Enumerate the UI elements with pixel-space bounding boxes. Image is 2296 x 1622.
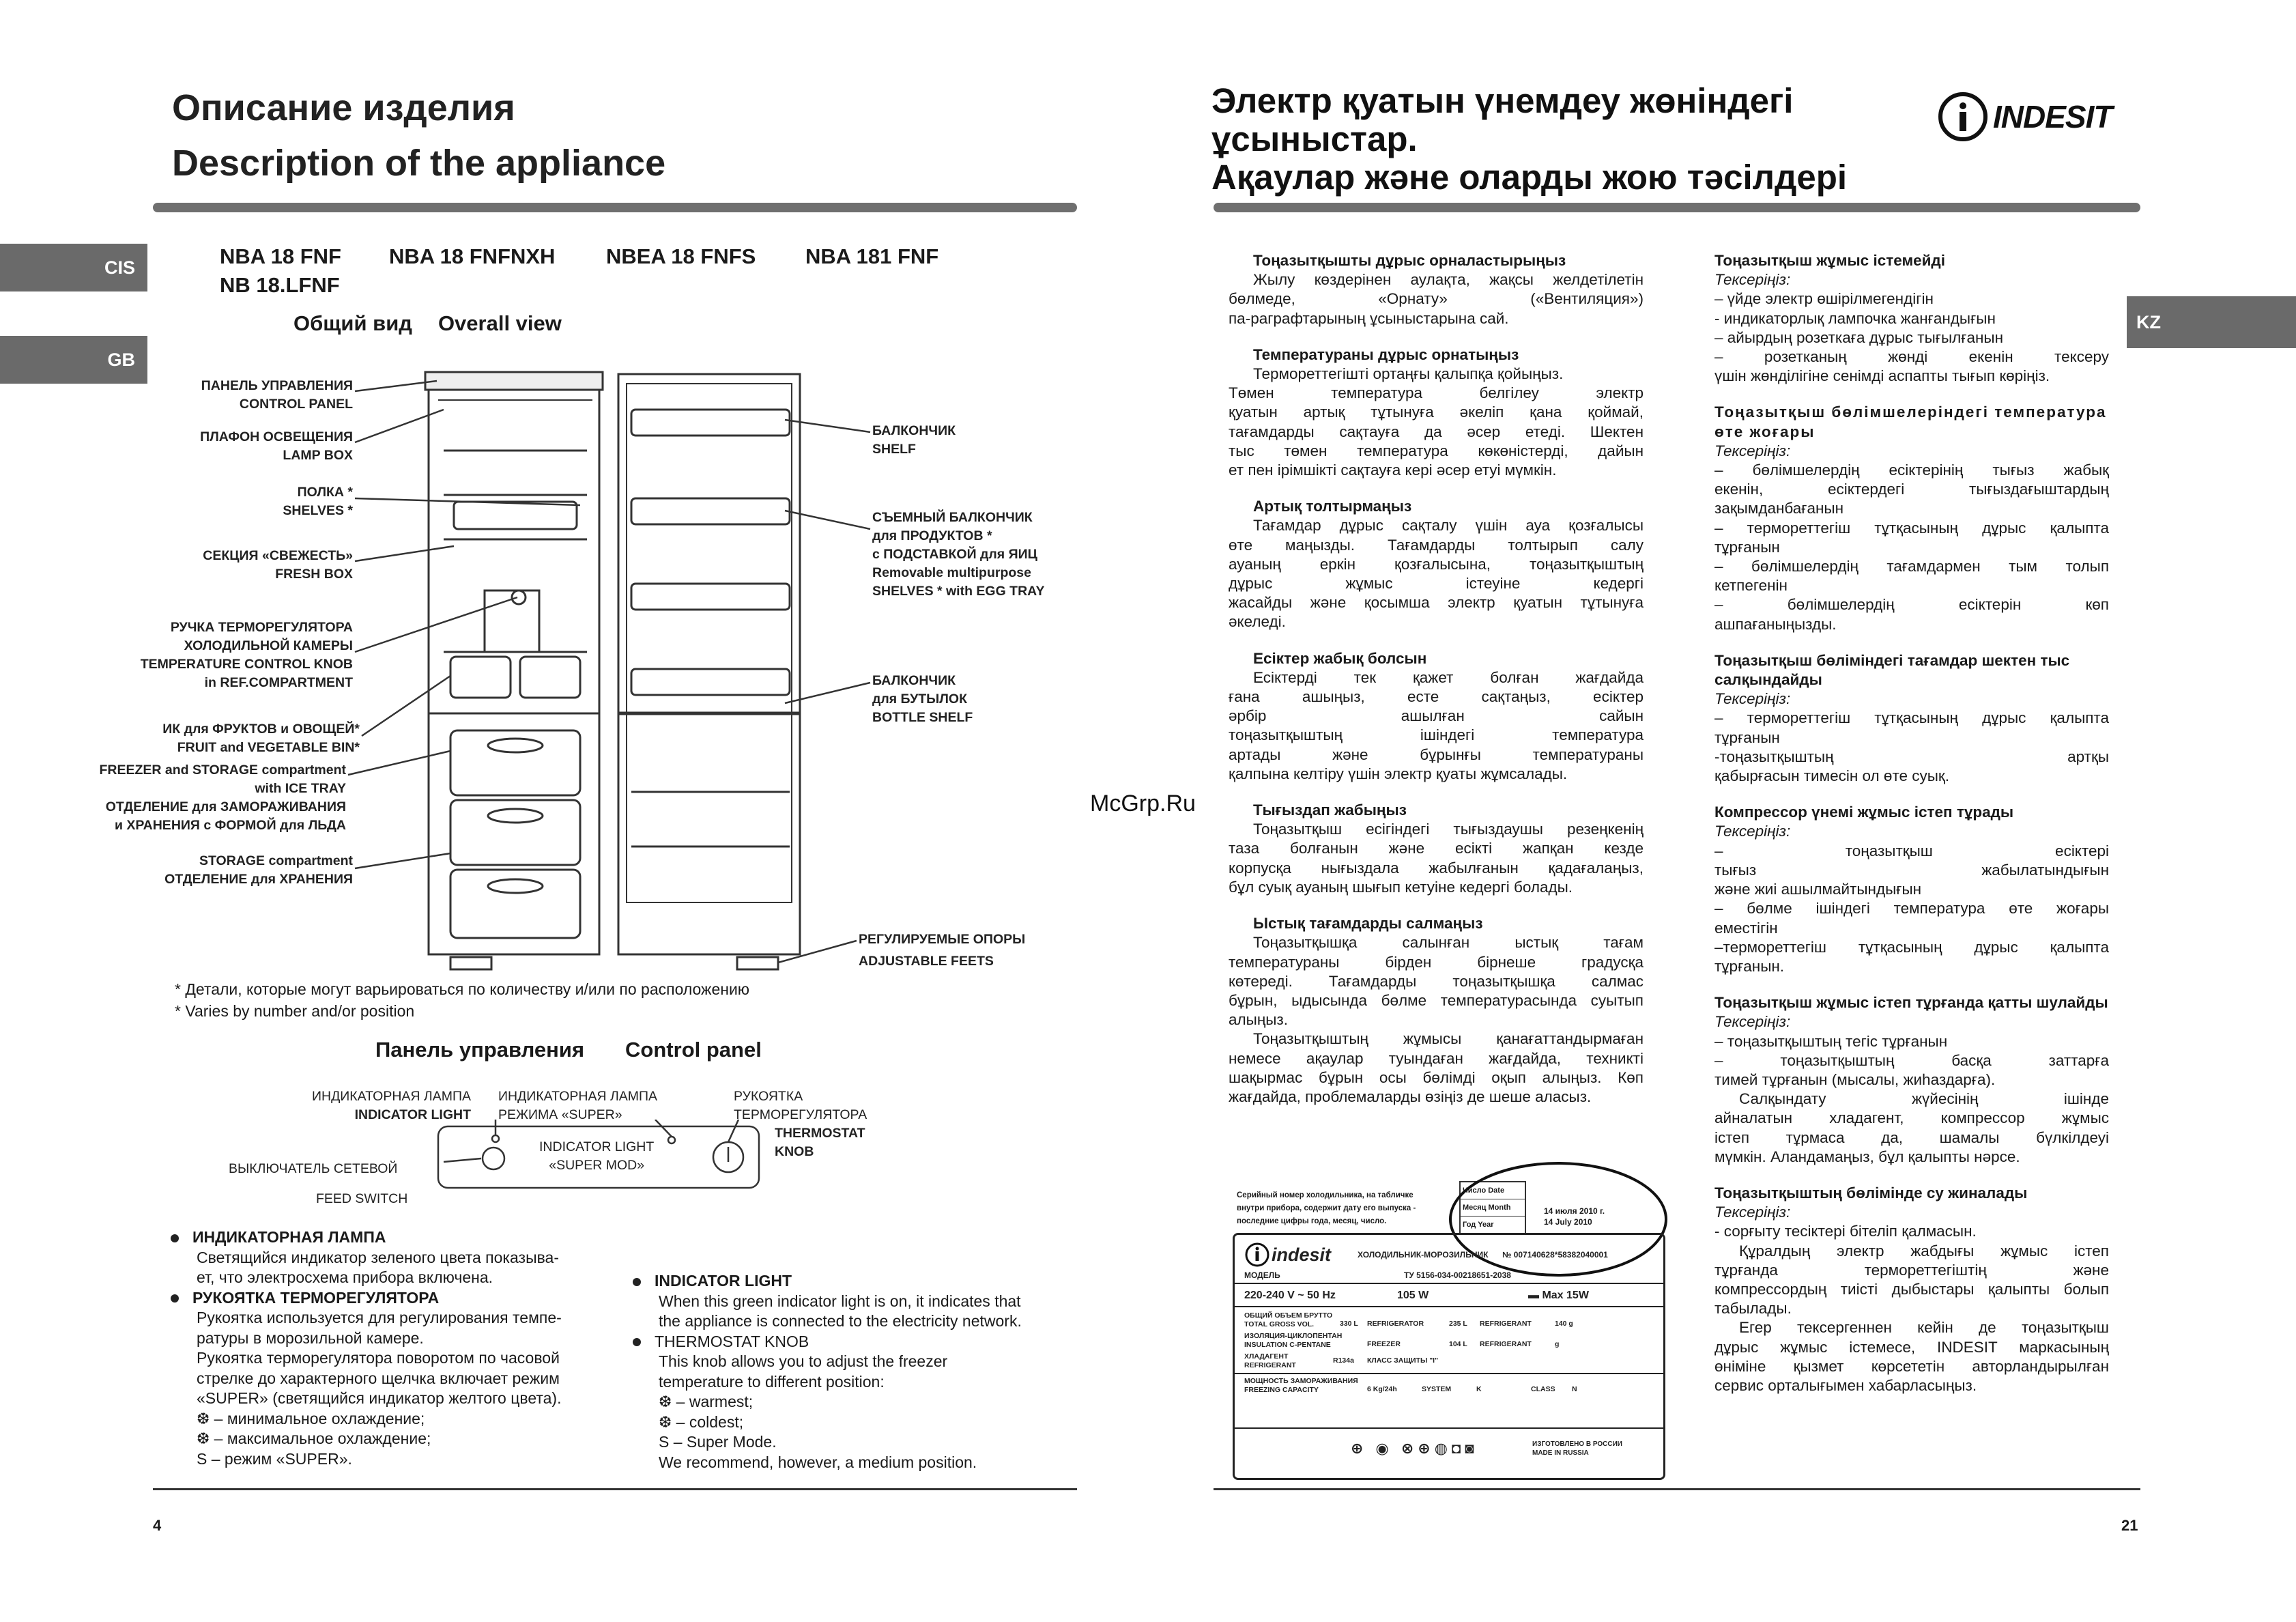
label-freezer-compartment: FREEZER and STORAGE compartment with ICE TRAY ОТДЕЛЕНИЕ для ЗАМОРАЖИВАНИЯ и ХРАНЕНИЯ с ФОРМОЙ для ЛЬДА bbox=[99, 763, 346, 833]
leader-lines bbox=[0, 0, 956, 969]
watermark: McGrp.Ru bbox=[1090, 791, 1196, 816]
rating-plate: indesit ХОЛОДИЛЬНИК-МОРОЗИЛЬНИК № 007140628*58382040001 МОДЕЛЬ ТУ 5156-034-00218651-2038 220-240 V ~ 50 Hz 105 W ▬ Max 15W ОБЩИЙ ОБЪЕМ БРУТТО TOTAL GROSS VOL. 330 L REFRIGERATOR 235 L REFRIGERANT 140 g ИЗОЛЯЦИЯ-ЦИКЛОПЕНТАН INSULATION C-PENTANE FREEZER 104 L REFRIGERANT g ХЛАДАГЕНТ REFRIGERANT R134a КЛАСС ЗАЩИТЫ "I" МОЩНОСТЬ ЗАМОРАЖИВАНИЯ FREEZING CAPACITY 6 Kg/24h SYSTEM K CLASS N ⊕ ◉ ⊗⊕◍◘◙ ИЗГОТОВЛЕНО В РОССИИ MADE IN RUSSIA bbox=[1233, 1233, 1665, 1480]
label-lamp-box: ПЛАФОН ОСВЕЩЕНИЯ LAMP BOX bbox=[200, 429, 353, 463]
plate-note: Серийный номер холодильника, на табличке внутри прибора, содержит дату его выпуска - последние цифры года, месяц, число. bbox=[1237, 1191, 1416, 1225]
page-title-ru: Описание изделия bbox=[172, 87, 515, 128]
footnote-ru: * Детали, которые могут варьироваться по количеству и/или по расположению bbox=[175, 980, 750, 998]
label-storage-compartment: STORAGE compartment ОТДЕЛЕНИЕ для ХРАНЕНИЯ bbox=[164, 853, 353, 887]
page-number-right: 21 bbox=[2121, 1517, 2138, 1534]
model-1: NBA 18 FNF bbox=[220, 244, 341, 268]
plate-date-box: Число Date Месяц Month Год Year bbox=[1459, 1181, 1526, 1234]
control-panel-heading: Панель управления Control panel bbox=[375, 1038, 762, 1062]
footer-rule-right bbox=[1214, 1488, 2140, 1490]
en-description: INDICATOR LIGHT When this green indicator light is on, it indicates that the appliance is connected to the electricity network. THERMOSTAT KNOB This knob allows you to adjust the freezer temperature to different position: ❆ – warmest; ❆ – coldest; S – Super Mode. We recommend, however, a medium position. bbox=[659, 1271, 1075, 1472]
label-egg-tray-shelf: СЪЕМНЫЙ БАЛКОНЧИК для ПРОДУКТОВ * с ПОДСТАВКОЙ для ЯИЦ Removable multipurpose SHELVES * with EGG TRAY bbox=[872, 510, 1045, 599]
indesit-logo-icon bbox=[1937, 91, 1989, 143]
ru-description: ИНДИКАТОРНАЯ ЛАМПА Светящийся индикатор зеленого цвета показыва- ет, что электросхема прибора включена. РУКОЯТКА ТЕРМОРЕГУЛЯТОРА Рукоятка используется для регулирования темпе- ратуры в морозильной камере. Рукоятка терморегулятора поворотом по часовой стрелке до характерного щелчка включает режим «SUPER» (светящийся индикатор желтого цвета). ❆ – минимальное охлаждение; ❆ – максимальное охлаждение; S – режим «SUPER». bbox=[197, 1227, 620, 1469]
tab-gb[interactable]: GB bbox=[0, 336, 147, 384]
footer-rule-left bbox=[153, 1488, 1077, 1490]
label-control-panel: ПАНЕЛЬ УПРАВЛЕНИЯ CONTROL PANEL bbox=[201, 378, 353, 412]
label-adjustable-feet: РЕГУЛИРУЕМЫЕ ОПОРЫ ADJUSTABLE FEETS bbox=[859, 932, 1026, 969]
overview-heading: Общий вид Overall view bbox=[293, 311, 562, 335]
tab-cis[interactable]: CIS bbox=[0, 244, 147, 291]
footnote-en: * Varies by number and/or position bbox=[175, 1002, 415, 1020]
label-vegetable-bin: ИК для ФРУКТОВ и ОВОЩЕЙ* FRUIT and VEGETABLE BIN* bbox=[162, 722, 360, 755]
certification-marks: ⊕ ◉ ⊗⊕◍◘◙ bbox=[1351, 1440, 1478, 1457]
kz-column-2: Тоңазытқыш жұмыс істемейді Тексеріңіз: – үйде электр өшірілмегендігін - индикаторлық лампочка жанғандығын – айырдың розеткаға дұрыс тығылғанын – розетканың жөнді екенін тексеру үшін жөнділігіне сенімді аспапты тығып көріңіз. Тоңазытқыш бөлімшелеріндегі температура өте жоғары Тексеріңіз: – бөлімшелердің есіктерінің тығыз жабық екенін, есіктердегі тығыздағыштардың зақымданбағанын – термореттегіш тұтқасының дұрыс қалыпта тұрғанын – бөлімшелердің тағамдармен тым толып кетпегенін – бөлімшелердің есіктерін көп ашпағаныңызды. Тоңазытқыш бөліміндегі тағамдар шектен тыс салқындайды Тексеріңіз: – термореттегіш тұтқасының дұрыс қалыпта тұрғанын -тоңазытқыштың артқы қабырғасын тимесін ол өте суық. Компрессор үнемі жұмыс істеп тұрады Тексеріңіз: – тоңазытқыш есіктері тығыз жабылатындығын және жиі ашылмайтындығын – бөлме ішіндегі температура өте жоғары еместігін –термореттегіш тұтқасының дұрыс қалыпта тұрғанын. Тоңазытқыш жұмыс істеп тұрғанда қатты шулайды Тексеріңіз: – тоңазытқыштың тегіс тұрғанын – тоңазытқыштың басқа заттарға тимей тұрғанын (мысалы, жиһаздарға). Салқындату жүйесінің ішінде айналатын хладагент, компрессор жұмыс істеп тұрмаса да, шамалы бүлкілдеуі мүмкін. Аландамаңыз, бұл қалыпты нәрсе. Тоңазытқыштың бөлімінде су жиналады Тексеріңіз: - сорғыту тесіктері бітеліп қалмасын. Құралдың электр жабдығы жұмыс істеп тұрғанда термореттегіштің және компрессордың тиісті дыбыстары қалыпты болып табылады. Егер тексергеннен кейін де тоңазытқыш дұрыс жұмыс істемесе, INDESIT маркасының өніміне қызмет көрсететін авторландырылған сервис орталығымен хабарласыңыз. bbox=[1714, 252, 2109, 1394]
cp-switch-label: ВЫКЛЮЧАТЕЛЬ СЕТЕВОЙ FEED SWITCH bbox=[229, 1161, 408, 1206]
title-divider-right bbox=[1214, 203, 2140, 212]
plate-specs: ОБЩИЙ ОБЪЕМ БРУТТО TOTAL GROSS VOL. 330 L REFRIGERATOR 235 L REFRIGERANT 140 g ИЗОЛЯЦИЯ-ЦИКЛОПЕНТАН INSULATION C-PENTANE FREEZER 104 L REFRIGERANT g ХЛАДАГЕНТ REFRIGERANT R134a КЛАСС ЗАЩИТЫ "I" МОЩНОСТЬ ЗАМОРАЖИВАНИЯ FREEZING CAPACITY 6 Kg/24h SYSTEM K CLASS N bbox=[1244, 1311, 1654, 1394]
label-bottle-shelf: БАЛКОНЧИК для БУТЫЛОК BOTTLE SHELF bbox=[872, 673, 973, 725]
cp-indicator-label: ИНДИКАТОРНАЯ ЛАМПА INDICATOR LIGHT bbox=[311, 1089, 471, 1122]
indesit-logo: INDESIT bbox=[1937, 91, 2112, 143]
label-shelf: БАЛКОНЧИК SHELF bbox=[872, 423, 956, 457]
page-title-en: Description of the appliance bbox=[172, 143, 666, 184]
model-3: NBEA 18 FNFS bbox=[606, 244, 756, 268]
plate-logo-icon bbox=[1244, 1242, 1270, 1268]
model-2: NBA 18 FNFNXH bbox=[389, 244, 556, 268]
label-fresh-box: СЕКЦИЯ «СВЕЖЕСТЬ» FRESH BOX bbox=[203, 548, 353, 582]
plate-date-value: 14 июля 2010 г. 14 July 2010 bbox=[1544, 1206, 1605, 1227]
kz-title: Электр қуатын үнемдеу жөніндегі ұсыныстар. Ақаулар және оларды жою тәсілдері bbox=[1211, 81, 1848, 197]
kz-column-1: Тоңазытқышты дұрыс орналастырыңыз Жылу көздерінен аулақта, жақсы желдетілетін бөлмеде, «Орнату» («Вентиляция») па-раграфтарының ұсыныстарына сай. Температураны дұрыс орнатыңыз Термореттегішті ортаңғы қалыпқа қойыңыз. Төмен температура белгілеу электр қуатын артық тұтынуға әкеліп қана қоймай, тағамдарды сақтауға да әсер етеді. Шектен тыс төмен температура көкөністерді, дайын ет пен ірімшікті сақтауға кері әсер етуі мүмкін. Артық толтырмаңыз Тағамдар дұрыс сақталу үшін ауа қозғалысы өте маңызды. Тағамдарды толтырып салу ауаның еркін қозғалысына, тоңазытқыштың дұрыс жұмыс істеуіне кедергі жасайды және қосымша электр қуатын тұтынуға әкеледі. Есіктер жабық болсын Есіктерді тек қажет болған жағдайда ғана ашыңыз, есте сақтаңыз, есіктер әрбір ашылған сайын тоңазытқыштың ішіндегі температура артады және бұрынғы температураны қалпына келтіру үшін электр қуаты жұмсалады. Тығыздап жабыңыз Тоңазытқыш есігіндегі тығыздаушы резеңкенің таза болғанын және есікті жапқан кезде корпусқа нығыздала жабылғанын қадағалаңыз, бұл суық ауаның шығып кетуіне кедергі болады. Ыстық тағамдарды салмаңыз Тоңазытқышқа салынған ыстық тағам температураны бірден бірнеше градусқа көтереді. Тағамдарды тоңазытқышқа салмас бұрын, ыдысында бөлме температурасында суытып алыңыз. Тоңазытқыштың жұмысы қанағаттандырмаған немесе ақаулар туындаған жағдайда, техникті шақырмас бұрын осы бөлімді оқып алыңыз. Көп жағдайда, проблемаларды өзіңіз де шеше аласыз. bbox=[1229, 252, 1644, 1105]
label-shelves: ПОЛКА * SHELVES * bbox=[283, 485, 353, 518]
label-thermostat-knob-ref: РУЧКА ТЕРМОРЕГУЛЯТОРА ХОЛОДИЛЬНОЙ КАМЕРЫ TEMPERATURE CONTROL KNOB in REF.COMPARTMENT bbox=[140, 620, 353, 690]
model-4: NBA 181 FNF bbox=[805, 244, 939, 268]
page-number-left: 4 bbox=[153, 1517, 162, 1534]
cp-super-indicator-label: ИНДИКАТОРНАЯ ЛАМПА РЕЖИМА «SUPER» bbox=[498, 1089, 658, 1122]
model-5: NB 18.LFNF bbox=[220, 273, 340, 297]
tab-kz[interactable]: KZ bbox=[2127, 296, 2296, 348]
cp-knob-label: РУКОЯТКА ТЕРМОРЕГУЛЯТОРА THERMOSTAT KNOB bbox=[734, 1089, 867, 1159]
control-panel-diagram bbox=[430, 1120, 771, 1195]
cp-super-mode-label: INDICATOR LIGHT «SUPER MOD» bbox=[539, 1139, 655, 1173]
